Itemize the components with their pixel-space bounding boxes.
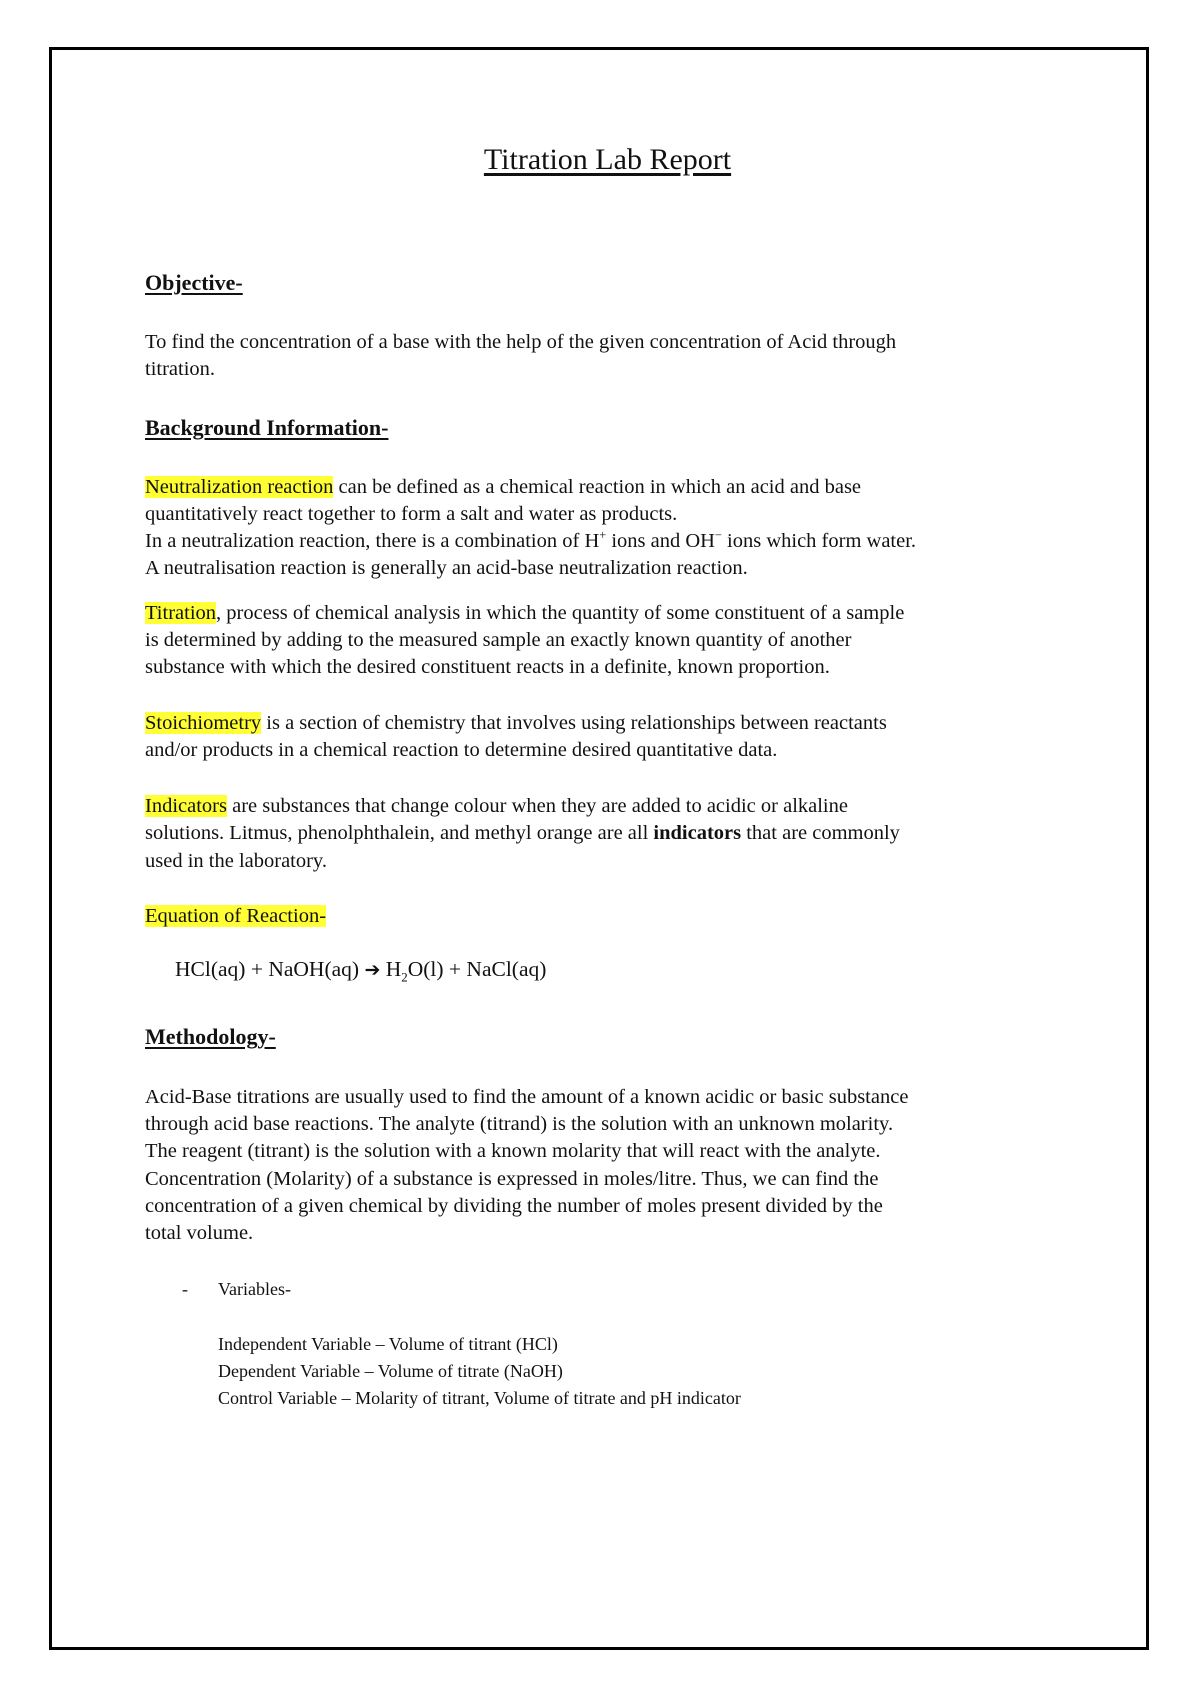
- neutralization-text: ions which form water.: [721, 530, 917, 552]
- objective-line: titration.: [145, 358, 216, 380]
- equation-product-text: O(l) + NaCl(aq): [407, 957, 547, 981]
- stoichiometry-term: Stoichiometry: [145, 712, 262, 734]
- neutralization-paragraph-line: [145, 474, 861, 502]
- stoichiometry-text: is a section of chemistry that involves using relationships between reactants: [261, 712, 887, 734]
- equation-heading-line: [145, 903, 326, 931]
- methodology-line: concentration of a given chemical by dividing the number of moles present divided by the: [145, 1195, 883, 1217]
- document-title: Titration Lab Report: [483, 143, 732, 176]
- methodology-line: Acid-Base titrations are usually used to find the amount of a known acidic or basic substance: [145, 1086, 909, 1108]
- variables-label: Variables-: [218, 1279, 291, 1299]
- equation-heading: Equation of Reaction-: [145, 905, 327, 927]
- neutralization-paragraph-line: [145, 528, 916, 556]
- neutralization-paragraph-line: quantitatively react together to form a salt and water as products.: [145, 503, 678, 525]
- methodology-line: The reagent (titrant) is the solution with a known molarity that will react with the analyte.: [145, 1140, 881, 1162]
- indicators-text: are substances that change colour when they are added to acidic or alkaline: [226, 795, 848, 817]
- indicators-term: Indicators: [145, 795, 227, 817]
- neutralization-paragraph-line: A neutralisation reaction is generally an acid-base neutralization reaction.: [145, 557, 748, 579]
- titration-paragraph-line: substance with which the desired constituent reacts in a definite, known proportion.: [145, 656, 830, 678]
- titration-paragraph-line: is determined by adding to the measured sample an exactly known quantity of another: [145, 629, 852, 651]
- arrow-icon: ➔: [364, 959, 381, 981]
- bullet-dash: -: [182, 1279, 188, 1299]
- methodology-line: total volume.: [145, 1222, 254, 1244]
- indicators-paragraph-line: [145, 820, 900, 848]
- stoichiometry-paragraph-line: and/or products in a chemical reaction to determine desired quantitative data.: [145, 739, 778, 761]
- variable-item: Control Variable – Molarity of titrant, Volume of titrate and pH indicator: [218, 1388, 741, 1408]
- stoichiometry-paragraph-line: [145, 710, 887, 738]
- methodology-line: through acid base reactions. The analyte (titrand) is the solution with an unknown molarity.: [145, 1113, 894, 1135]
- reaction-equation: [175, 957, 547, 985]
- neutralization-text: In a neutralization reaction, there is a combination of H: [145, 530, 600, 552]
- oh-minus-superscript: −: [714, 528, 722, 543]
- neutralization-text: ions and OH: [606, 530, 715, 552]
- titration-text: , process of chemical analysis in which the quantity of some constituent of a sample: [216, 602, 905, 624]
- equation-product-text: H: [380, 957, 402, 981]
- indicators-bold-term: indicators: [653, 822, 742, 844]
- h-plus-superscript: +: [599, 528, 607, 543]
- equation-reactants: HCl(aq) + NaOH(aq): [175, 957, 365, 981]
- neutralization-term: Neutralization reaction: [145, 476, 334, 498]
- indicators-paragraph-line: used in the laboratory.: [145, 850, 327, 872]
- indicators-paragraph-line: [145, 793, 848, 821]
- variable-item: Independent Variable – Volume of titrant (HCl): [218, 1334, 558, 1354]
- indicators-text: solutions. Litmus, phenolphthalein, and methyl orange are all: [145, 822, 654, 844]
- subscript-2: 2: [401, 970, 408, 985]
- titration-term: Titration: [145, 602, 217, 624]
- objective-heading: Objective-: [145, 270, 243, 295]
- indicators-text: that are commonly: [741, 822, 900, 844]
- neutralization-text: can be defined as a chemical reaction in which an acid and base: [333, 476, 862, 498]
- background-heading: Background Information-: [145, 415, 389, 440]
- titration-paragraph-line: [145, 600, 904, 628]
- variable-item: Dependent Variable – Volume of titrate (NaOH): [218, 1361, 563, 1381]
- methodology-heading: Methodology-: [145, 1024, 276, 1049]
- objective-line: To find the concentration of a base with the help of the given concentration of Acid through: [145, 331, 897, 353]
- methodology-line: Concentration (Molarity) of a substance is expressed in moles/litre. Thus, we can find the: [145, 1168, 879, 1190]
